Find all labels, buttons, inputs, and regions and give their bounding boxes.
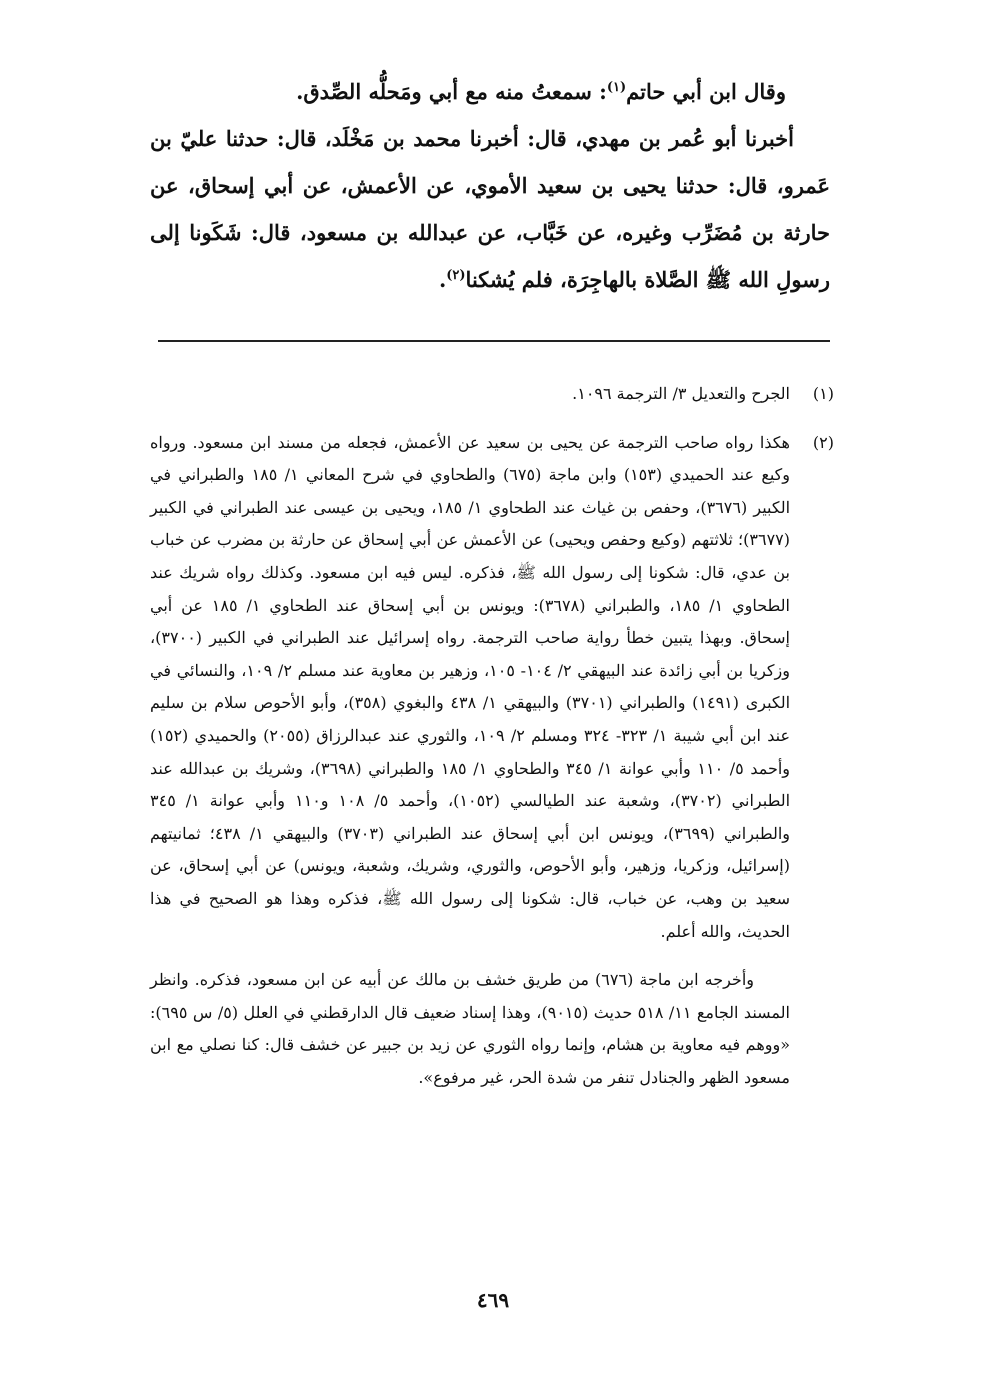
footnote-2 [150,427,834,1095]
footnote-1-text: الجرح والتعديل ٣/ الترجمة ١٠٩٦. [572,384,790,403]
main-paragraph-2-text-end: . [438,267,447,292]
footnote-1 [150,378,834,411]
main-text [150,68,830,303]
footnote-1-number: (١) [812,384,834,403]
footnote-2-text: هكذا رواه صاحب الترجمة عن يحيى بن سعيد عن الأعمش، فجعله من مسند ابن مسعود. ورواه وكيع عند الحميدي (١٥٣) وابن ماجة (٦٧٥) والطحاوي في شرح المعاني ١/ ١٨٥ والطبراني في الكبير (٣٦٧٦)، وحفص بن غياث عند الطحاوي ١/ ١٨٥، ويحيى بن عيسى عند الطبراني في الكبير (٣٦٧٧)؛ ثلاثتهم (وكيع وحفص ويحيى) عن الأعمش عن أبي إسحاق عن حارثة بن مضرب عن خباب بن عدي، قال: شكونا إلى رسول الله ﷺ، فذكره. ليس فيه ابن مسعود. وكذلك رواه شريك عند الطحاوي ١/ ١٨٥، والطبراني (٣٦٧٨): ويونس بن أبي إسحاق عند الطحاوي ١/ ١٨٥ عن أبي إسحاق. وبهذا يتبين خطأ رواية صاحب الترجمة. رواه إسرائيل عند الطبراني في الكبير (٣٧٠٠)، وزكريا بن أبي زائدة عند البيهقي ٢/ ١٠٤- ١٠٥، وزهير بن معاوية عند مسلم ٢/ ١٠٩، والنسائي في الكبرى (١٤٩١) والطبراني (٣٧٠١) والبيهقي ١/ ٤٣٨ والبغوي (٣٥٨)، وأبو الأحوص سلام بن سليم عند ابن أبي شيبة ١/ ٣٢٣- ٣٢٤ ومسلم ٢/ ١٠٩، والثوري عند عبدالرزاق (٢٠٥٥) والحميدي (١٥٢) وأحمد ٥/ ١١٠ وأبي عوانة ١/ ٣٤٥ والطحاوي ١/ ١٨٥ والطبراني (٣٦٩٨)، وشريك بن عبدالله عند الطبراني (٣٧٠٢)، وشعبة عند الطيالسي (١٠٥٢)، وأحمد ٥/ ١٠٨ و١١٠ وأبي عوانة ١/ ٣٤٥ والطبراني (٣٦٩٩)، ويونس ابن أبي إسحاق عند الطبراني (٣٧٠٣) والبيهقي ١/ ٤٣٨؛ ثمانيتهم (إسرائيل، وزكريا، وزهير، وأبو الأحوص، والثوري، وشريك، وشعبة، ويونس) عن أبي إسحاق، عن سعيد بن وهب، عن خباب، قال: شكونا إلى رسول الله ﷺ، فذكره وهذا هو الصحيح في هذا الحديث، والله أعلم. [150,432,791,941]
page-number: ٤٦٩ [476,1288,510,1312]
footnote-2-number: (٢) [812,432,834,452]
footnote-2-text-continued: وأخرجه ابن ماجة (٦٧٦) من طريق خشف بن مالك عن أبيه عن ابن مسعود، فذكره. وانظر المسند الجامع ١١/ ٥١٨ حديث (٩٠١٥)، وهذا إسناد ضعيف قال الدارقطني في العلل (٥/ س ٦٩٥): «ووهم فيه معاوية بن هشام، وإنما رواه الثوري عن زيد بن جبير عن خشف قال: كنا نصلي مع ابن مسعود الظهر والجنادل تنفر من شدة الحر، غير مرفوع». [150,970,790,1087]
main-paragraph-1 [150,68,830,115]
main-paragraph-2-text: أخبرنا أبو عُمر بن مهدي، قال: أخبرنا محمد بن مَخْلَد، قال: حدثنا عليّ بن عَمرو، قال: حدثنا يحيى بن سعيد الأموي، عن الأعمش، عن أبي إسحاق، عن حارثة بن مُضَرِّب وغيره، عن خَبَّاب، عن عبدالله بن مسعود، قال: شَكَونا إلى رسولِ الله ﷺ الصَّلاة بالهاجِرَة، فلم يُشكنا [150,126,830,292]
main-paragraph-1-text: وقال ابن أبي حاتم [626,79,786,104]
footnote-reference-2: (٢) [446,268,466,283]
main-paragraph-2 [150,115,830,303]
footnotes [150,362,834,1094]
footnote-separator [158,340,830,342]
footnote-reference-1: (١) [606,80,627,95]
main-paragraph-1-text-end: : سمعتُ منه مع أبي ومَحلُّه الصِّدق. [296,79,607,104]
